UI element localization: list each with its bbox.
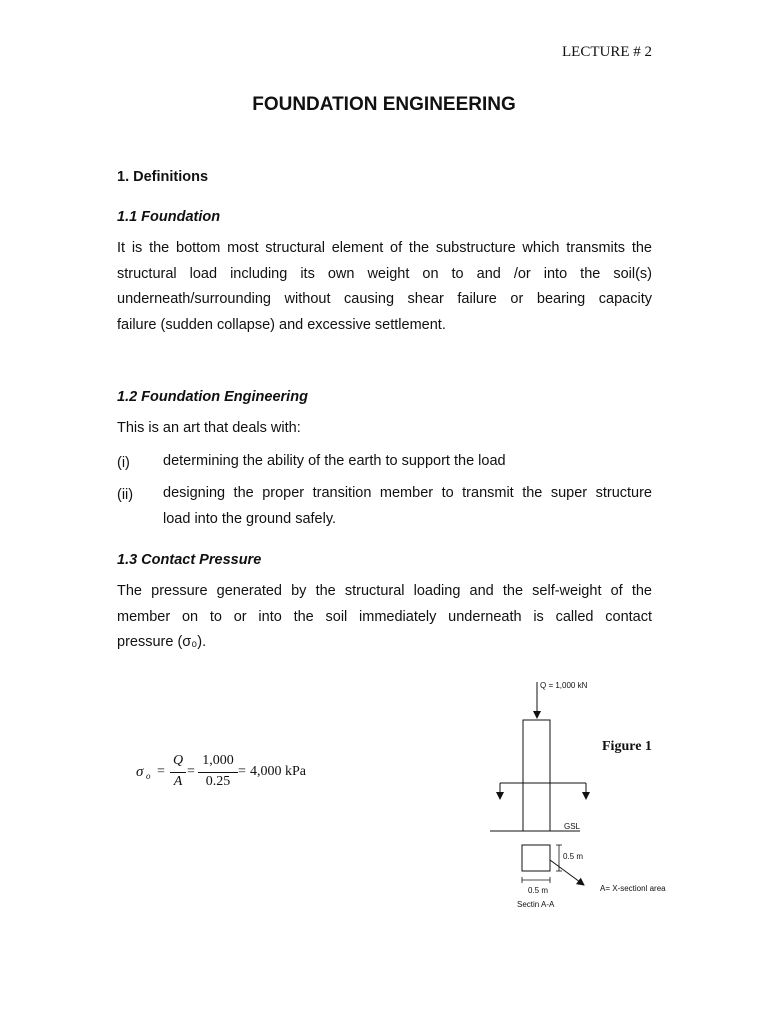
paragraph-line: member on to or into the soil immediately underneath is called contact — [117, 608, 652, 625]
list-item-number: (ii) — [117, 487, 134, 503]
area-label: A= X-sectionl area — [600, 884, 666, 893]
paragraph-line: failure (sudden collapse) and excessive settlement. — [117, 316, 446, 333]
area-pointer-arrow — [550, 860, 584, 885]
list-item-line: determining the ability of the earth to support the load — [163, 453, 506, 469]
list-item-line: designing the proper transition member to transmit the super structure — [163, 485, 652, 501]
lecture-header: LECTURE # 2 — [562, 44, 652, 60]
equation-equals: = — [187, 764, 195, 779]
cross-section-square — [522, 845, 550, 871]
list-item-text — [163, 481, 652, 532]
list-item-number: (i) — [117, 455, 130, 471]
equation-numerator-value: 1,000 — [202, 753, 234, 768]
contact-pressure-equation — [136, 750, 356, 798]
equation-sigma-subscript: o — [146, 771, 151, 781]
paragraph-line: The pressure generated by the structural loading and the self-weight of the — [117, 583, 652, 599]
equation-numerator-q: Q — [172, 753, 184, 768]
list-item-line: load into the ground safely. — [163, 510, 337, 527]
equation-equals: = — [157, 764, 165, 779]
equation-denominator-a: A — [173, 774, 183, 789]
equation-denominator-value: 0.25 — [205, 774, 231, 789]
section-label: Sectin A-A — [517, 900, 555, 909]
foundation-figure — [480, 670, 680, 920]
paragraph-line: It is the bottom most structural element of the substructure which transmits the — [117, 240, 652, 256]
page-title: FOUNDATION ENGINEERING — [252, 94, 516, 115]
foundation-paragraph — [117, 236, 652, 338]
column-outline — [523, 720, 550, 831]
fraction-bar — [198, 772, 238, 773]
foundation-engineering-intro — [117, 416, 652, 442]
gsl-label: GSL — [564, 822, 581, 831]
equation-equals: = — [238, 764, 246, 779]
contact-pressure-heading: 1.3 Contact Pressure — [117, 552, 262, 568]
foundation-engineering-heading: 1.2 Foundation Engineering — [117, 389, 308, 405]
fraction-bar — [170, 772, 186, 773]
paragraph-line: underneath/surrounding without causing shear failure or bearing capacity — [117, 291, 652, 308]
paragraph-line: structural load including its own weight on to and /or into the soil(s) — [117, 265, 652, 282]
paragraph-line: This is an art that deals with: — [117, 420, 301, 436]
load-label: Q = 1,000 kN — [540, 681, 588, 690]
figure-caption: Figure 1 — [602, 739, 652, 754]
equation-result: 4,000 kPa — [250, 764, 306, 779]
foundation-heading: 1.1 Foundation — [117, 209, 221, 225]
vertical-dimension-label: 0.5 m — [563, 852, 584, 861]
paragraph-line: pressure (σ₀). — [117, 634, 207, 651]
horizontal-dimension-label: 0.5 m — [528, 886, 549, 895]
list-item-text — [163, 449, 652, 475]
equation-sigma: σ — [136, 764, 144, 780]
section-definitions-heading: 1. Definitions — [117, 169, 209, 185]
contact-pressure-paragraph — [117, 579, 652, 656]
